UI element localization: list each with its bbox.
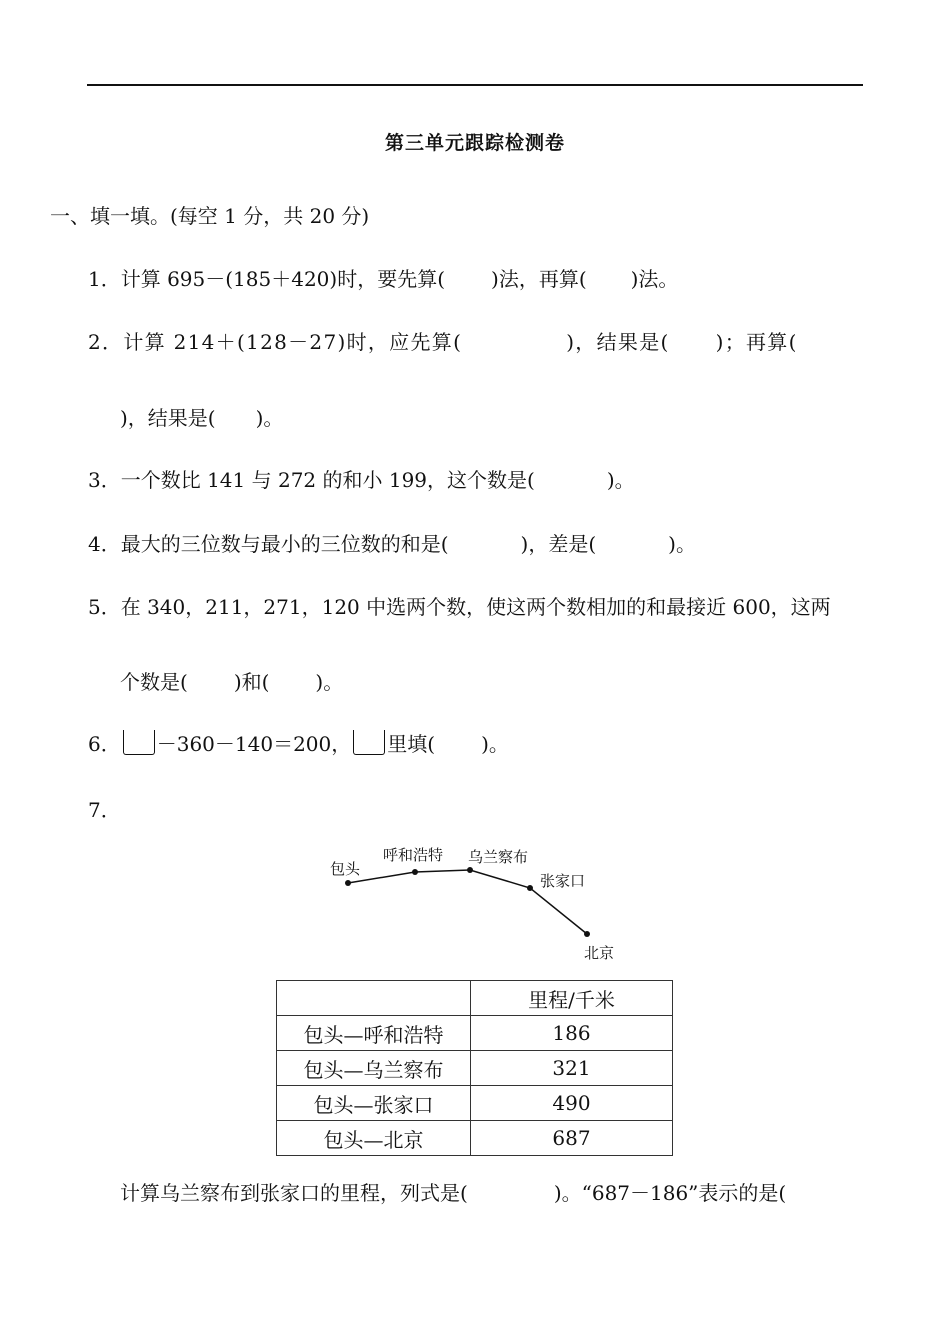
table-header-cell bbox=[277, 981, 471, 1016]
table-cell: 321 bbox=[471, 1051, 673, 1086]
city-dot bbox=[412, 869, 418, 875]
table-header-row bbox=[277, 981, 673, 1016]
city-dot bbox=[584, 931, 590, 937]
answer-box[interactable] bbox=[353, 730, 385, 755]
table-cell: 包头—呼和浩特 bbox=[277, 1016, 471, 1051]
question-7-text: 计算乌兰察布到张家口的里程，列式是( )。“687－186”表示的是( bbox=[120, 1181, 787, 1205]
city-label: 呼和浩特 bbox=[383, 846, 444, 864]
table-row bbox=[277, 1086, 673, 1121]
city-label: 乌兰察布 bbox=[468, 848, 529, 866]
table-cell: 687 bbox=[471, 1121, 673, 1156]
route-map bbox=[300, 838, 640, 968]
question-5: 5．在 340，211，271，120 中选两个数，使这两个数相加的和最接近 600，这两 bbox=[88, 595, 831, 619]
question-2: 2．计算 214＋(128－27)时，应先算( )，结果是( )；再算( bbox=[88, 330, 798, 354]
city-dot bbox=[467, 867, 473, 873]
city-label: 张家口 bbox=[540, 872, 586, 890]
question-2-cont: )，结果是( )。 bbox=[120, 406, 284, 430]
question-6: 6． －360－140＝200， 里填( )。 bbox=[88, 732, 509, 756]
city-label: 包头 bbox=[330, 860, 361, 878]
question-7: 7． bbox=[88, 798, 121, 822]
distance-table bbox=[276, 980, 673, 1156]
question-4: 4．最大的三位数与最小的三位数的和是( )，差是( )。 bbox=[88, 532, 696, 556]
table-cell: 包头—北京 bbox=[277, 1121, 471, 1156]
answer-box[interactable] bbox=[123, 730, 155, 755]
city-label: 北京 bbox=[584, 944, 615, 962]
table-cell: 包头—张家口 bbox=[277, 1086, 471, 1121]
top-rule bbox=[87, 84, 863, 86]
table-cell: 包头—乌兰察布 bbox=[277, 1051, 471, 1086]
table-cell: 490 bbox=[471, 1086, 673, 1121]
city-dot bbox=[527, 885, 533, 891]
table-row bbox=[277, 1121, 673, 1156]
table-cell: 186 bbox=[471, 1016, 673, 1051]
city-dot bbox=[345, 880, 351, 886]
question-5-cont: 个数是( )和( )。 bbox=[120, 670, 344, 694]
table-row bbox=[277, 1051, 673, 1086]
table-header-cell: 里程/千米 bbox=[471, 981, 673, 1016]
section-heading: 一、填一填。(每空 1 分，共 20 分) bbox=[50, 204, 370, 228]
page-title: 第三单元跟踪检测卷 bbox=[384, 132, 565, 154]
question-1: 1．计算 695－(185＋420)时，要先算( )法，再算( )法。 bbox=[88, 267, 679, 291]
table-row bbox=[277, 1016, 673, 1051]
question-3: 3．一个数比 141 与 272 的和小 199，这个数是( )。 bbox=[88, 468, 635, 492]
